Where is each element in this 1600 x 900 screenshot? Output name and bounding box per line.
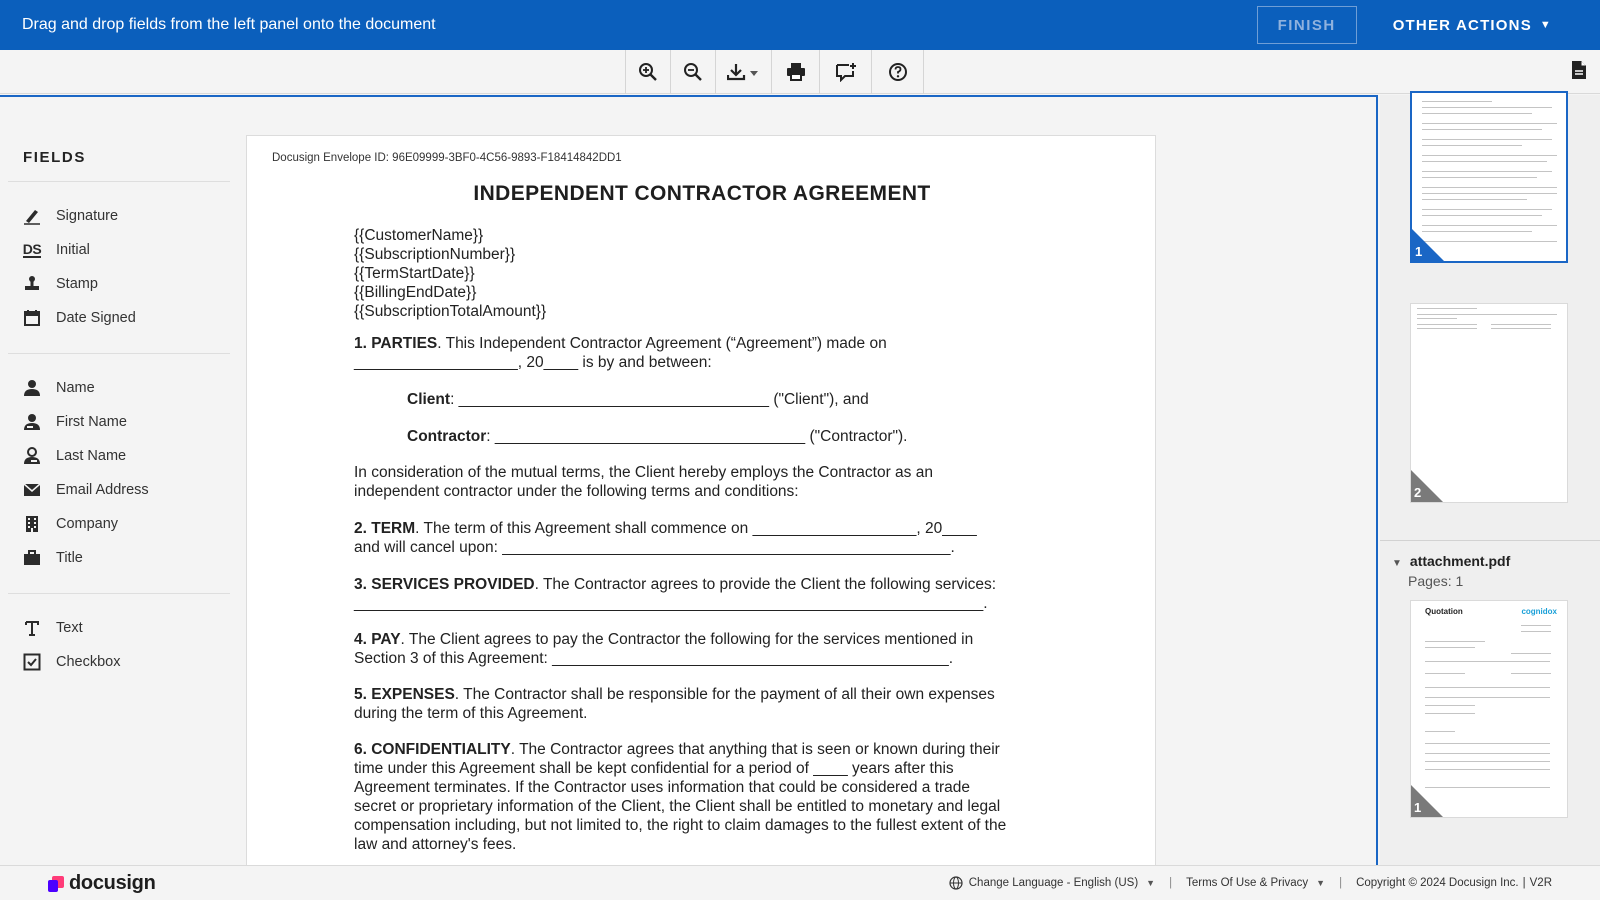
section-text: . The Client agrees to pay the Contractor the following for the services mentioned in	[400, 631, 974, 648]
placeholder-subscription-total: {{SubscriptionTotalAmount}}	[354, 303, 547, 320]
separator: |	[1522, 877, 1526, 889]
section-text: . The Contractor agrees to provide the Client the following services:	[534, 576, 997, 593]
section-text: . The Contractor agrees that anything that is seen or known during their	[510, 741, 1000, 758]
section-text: . The term of this Agreement shall commence on ___________________, 20____	[415, 520, 977, 537]
stamp-icon	[22, 274, 42, 294]
section-text: Section 3 of this Agreement: ______________________________________________.	[354, 650, 954, 667]
top-banner	[0, 0, 1600, 50]
envelope-id: Docusign Envelope ID: 96E09999-3BF0-4C56-9893-F18414842DD1	[272, 152, 622, 164]
contractor-blank: : ____________________________________ ("Contractor").	[486, 428, 908, 445]
section-heading: 5. EXPENSES	[354, 686, 455, 703]
envelope-icon	[22, 480, 42, 500]
field-company[interactable]	[22, 512, 118, 536]
caret-down-icon: ▼	[1146, 878, 1156, 888]
fields-heading: FIELDS	[23, 149, 86, 166]
finish-button[interactable]: FINISH	[1257, 6, 1357, 44]
thumbnail-page-1[interactable]	[1410, 91, 1568, 263]
section-text: _________________________________________________________________________.	[354, 595, 988, 612]
field-label: Signature	[56, 208, 119, 224]
field-name[interactable]	[22, 376, 95, 400]
caret-down-icon: ▼	[1392, 558, 1402, 569]
field-label: First Name	[56, 414, 127, 430]
text-icon	[22, 618, 42, 638]
toolbar-buttons	[625, 50, 924, 94]
cognidox-logo: cognidox	[1521, 607, 1557, 616]
section-heading: 4. PAY	[354, 631, 401, 648]
placeholder-billing-end-date: {{BillingEndDate}}	[354, 284, 477, 301]
field-label: Initial	[56, 242, 90, 258]
building-icon	[22, 514, 42, 534]
contractor-line	[407, 427, 1107, 446]
separator: |	[1339, 877, 1343, 889]
instruction-message: Drag and drop fields from the left panel onto the document	[22, 16, 436, 33]
attachment-page-count: Pages: 1	[1408, 573, 1464, 589]
section-term	[354, 519, 1054, 557]
other-actions-menu[interactable]	[1393, 17, 1552, 34]
zoom-in-button[interactable]	[626, 50, 671, 94]
section-text: . The Contractor shall be responsible for the payment of all their own expenses	[454, 686, 995, 703]
section-confidentiality	[354, 740, 1054, 854]
field-label: Text	[56, 620, 83, 636]
zoom-in-icon	[638, 62, 658, 82]
thumbnail-attachment-page-1[interactable]	[1410, 600, 1568, 818]
document-viewer[interactable]	[238, 95, 1378, 865]
help-icon	[888, 62, 908, 82]
page-number: 2	[1414, 485, 1422, 500]
page-number: 1	[1415, 244, 1423, 259]
field-label: Last Name	[56, 448, 127, 464]
page-number: 1	[1414, 800, 1422, 815]
print-button[interactable]	[772, 50, 820, 94]
section-text: and will cancel upon: ____________________________________________________.	[354, 539, 955, 556]
section-text: ___________________, 20____ is by and between:	[354, 354, 712, 371]
attachment-header[interactable]	[1392, 553, 1510, 589]
comment-button[interactable]	[820, 50, 872, 94]
footer-links	[949, 876, 1552, 890]
paragraph-line: In consideration of the mutual terms, the Client hereby employs the Contractor as an	[354, 464, 933, 481]
ds-icon	[22, 240, 42, 260]
client-line	[407, 390, 1107, 409]
document-page[interactable]	[246, 135, 1156, 865]
section-heading: 2. TERM	[354, 520, 416, 537]
client-label: Client	[407, 391, 451, 408]
other-actions-label: OTHER ACTIONS	[1392, 16, 1532, 34]
print-icon	[786, 62, 806, 82]
person-first-icon	[22, 412, 42, 432]
section-text: secret or proprietary information of the Client, the Client shall be entitled to monetary and legal	[354, 798, 1001, 815]
person-last-icon	[22, 446, 42, 466]
divider	[8, 593, 230, 594]
section-text: compensation including, but not limited to, the right to claim damages to the fullest extent of the	[354, 817, 1007, 834]
fields-panel	[0, 95, 238, 865]
checkbox-icon	[22, 652, 42, 672]
field-label: Date Signed	[56, 310, 136, 326]
field-label: Name	[56, 380, 95, 396]
field-signature[interactable]	[22, 204, 118, 228]
section-heading: 6. CONFIDENTIALITY	[354, 741, 511, 758]
thumbnail-page-2[interactable]	[1410, 303, 1568, 503]
field-date-signed[interactable]	[22, 306, 136, 330]
section-text: . This Independent Contractor Agreement (“Agreement”) made on	[437, 335, 887, 352]
document-icon	[1570, 60, 1588, 80]
download-icon	[727, 62, 761, 82]
ds-icon-text: DS	[22, 241, 42, 257]
quotation-title: Quotation	[1425, 607, 1463, 616]
page-thumbnails-panel	[1380, 95, 1600, 865]
pen-icon	[22, 206, 42, 226]
comment-icon	[835, 62, 857, 82]
placeholder-subscription-number: {{SubscriptionNumber}}	[354, 246, 516, 263]
terms-privacy-link[interactable]: Terms Of Use & Privacy	[1186, 877, 1309, 889]
consideration-paragraph	[354, 463, 1054, 501]
section-text: Agreement terminates. If the Contractor uses information that could be considered a trade	[354, 779, 971, 796]
field-initial[interactable]	[22, 238, 90, 262]
field-last-name[interactable]	[22, 444, 126, 468]
document-panel-button[interactable]	[1570, 60, 1588, 85]
brand-name: docusign	[69, 872, 156, 894]
section-pay	[354, 630, 1054, 668]
version-text: V2R	[1529, 877, 1552, 889]
section-services	[354, 575, 1054, 613]
field-stamp[interactable]	[22, 272, 98, 296]
placeholder-term-start-date: {{TermStartDate}}	[354, 265, 475, 282]
section-text: during the term of this Agreement.	[354, 705, 588, 722]
caret-down-icon: ▼	[1316, 878, 1326, 888]
footer	[0, 865, 1600, 900]
divider	[1380, 540, 1600, 541]
field-label: Email Address	[56, 482, 149, 498]
person-icon	[22, 378, 42, 398]
placeholder-customer-name: {{CustomerName}}	[354, 227, 484, 244]
divider	[8, 181, 230, 182]
document-toolbar	[0, 50, 1600, 94]
agreement-title: INDEPENDENT CONTRACTOR AGREEMENT	[473, 182, 931, 205]
zoom-out-icon	[683, 62, 703, 82]
client-blank: : ____________________________________ ("Client"), and	[450, 391, 869, 408]
zoom-out-button[interactable]	[671, 50, 716, 94]
field-title[interactable]	[22, 546, 83, 570]
section-text: time under this Agreement shall be kept confidential for a period of ____ years after this	[354, 760, 954, 777]
separator: |	[1169, 877, 1173, 889]
section-text: law and attorney's fees.	[354, 836, 517, 853]
logo-mark-icon	[48, 876, 64, 892]
field-first-name[interactable]	[22, 410, 127, 434]
field-label: Stamp	[56, 276, 98, 292]
field-label: Title	[56, 550, 83, 566]
calendar-icon	[22, 308, 42, 328]
briefcase-icon	[22, 548, 42, 568]
section-parties	[354, 334, 1054, 372]
caret-down-icon: ▼	[1539, 19, 1552, 31]
divider	[8, 353, 230, 354]
help-button[interactable]	[872, 50, 924, 94]
placeholder-list	[354, 226, 546, 321]
field-label: Checkbox	[56, 654, 121, 670]
field-checkbox[interactable]	[22, 650, 120, 674]
section-heading: 1. PARTIES	[354, 335, 438, 352]
contractor-label: Contractor	[407, 428, 487, 445]
attachment-name: attachment.pdf	[1409, 553, 1511, 569]
field-label: Company	[56, 516, 119, 532]
change-language-link[interactable]: Change Language - English (US)	[968, 877, 1139, 889]
globe-icon	[949, 876, 963, 890]
paragraph-line: independent contractor under the following terms and conditions:	[354, 483, 799, 500]
copyright-text: Copyright © 2024 Docusign Inc.	[1356, 877, 1519, 889]
section-expenses	[354, 685, 1054, 723]
field-email-address[interactable]	[22, 478, 149, 502]
section-heading: 3. SERVICES PROVIDED	[354, 576, 535, 593]
download-button[interactable]	[716, 50, 772, 94]
docusign-logo	[48, 872, 156, 895]
field-text[interactable]	[22, 616, 83, 640]
